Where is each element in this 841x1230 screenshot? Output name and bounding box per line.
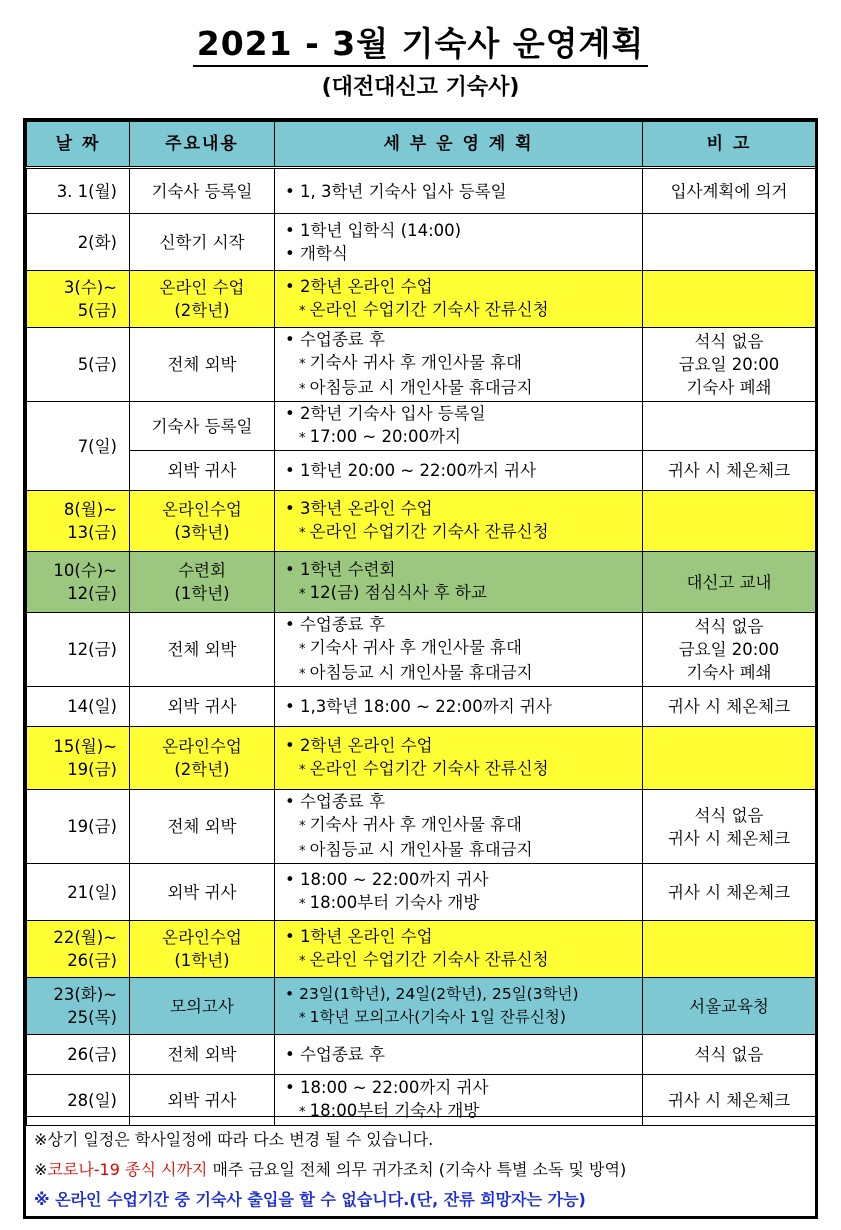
main-line: 전체 외박 <box>167 817 237 836</box>
date-line: 25(목) <box>67 1008 117 1027</box>
row-date <box>27 727 130 790</box>
row-main <box>130 328 275 402</box>
row-detail <box>275 328 643 402</box>
page-subtitle: (대전대신고 기숙사) <box>321 75 520 100</box>
row-detail <box>275 921 643 978</box>
schedule-table <box>26 121 816 1126</box>
table-row <box>27 687 816 727</box>
row-date <box>27 271 130 328</box>
date-line: 15(월)~ <box>53 737 117 756</box>
note-line: 금요일 20:00 <box>678 355 780 374</box>
row-detail <box>275 978 643 1035</box>
table-row <box>27 1035 816 1075</box>
date-line: 12(금) <box>67 640 117 659</box>
row-date <box>27 790 130 864</box>
detail-line: • 수업종료 후 <box>285 1043 642 1066</box>
detail-line: • 2학년 온라인 수업 <box>285 275 642 298</box>
row-main <box>130 451 275 491</box>
row-main <box>130 271 275 328</box>
main-line: (3학년) <box>174 523 230 542</box>
row-date <box>27 402 130 491</box>
row-date <box>27 491 130 552</box>
main-line: 모의고사 <box>170 996 234 1016</box>
date-line: 19(금) <box>67 760 117 779</box>
row-note <box>643 727 816 790</box>
row-note <box>643 978 816 1035</box>
main-line: 온라인수업 <box>162 500 242 519</box>
table-row <box>27 402 816 451</box>
detail-line: • 수업종료 후 <box>285 328 642 351</box>
row-detail <box>275 168 643 214</box>
row-main <box>130 613 275 687</box>
row-main <box>130 168 275 214</box>
main-line: 전체 외박 <box>167 640 237 659</box>
row-note <box>643 168 816 214</box>
row-date <box>27 864 130 921</box>
row-date <box>27 978 130 1035</box>
date-line: 13(금) <box>67 523 117 542</box>
date-line: 8(월)~ <box>63 500 117 519</box>
main-line: (1학년) <box>174 584 230 603</box>
row-main <box>130 1035 275 1075</box>
table-row <box>27 271 816 328</box>
row-date <box>27 921 130 978</box>
row-detail <box>275 491 643 552</box>
row-detail <box>275 727 643 790</box>
note-line: 석식 없음 <box>694 805 764 825</box>
row-date <box>27 687 130 727</box>
footer-note-3: ※ 온라인 수업기간 중 기숙사 출입을 할 수 없습니다.(단, 잔류 희망자는 가능) <box>34 1190 586 1209</box>
detail-line: • 수업종료 후 <box>285 790 642 813</box>
main-line: 외박 귀사 <box>167 882 237 902</box>
row-detail <box>275 214 643 271</box>
main-line: 전체 외박 <box>167 355 237 374</box>
row-note <box>643 790 816 864</box>
header-date: 날 짜 <box>27 122 130 168</box>
date-line: 2(화) <box>77 232 117 252</box>
date-line: 12(금) <box>67 584 117 603</box>
note-line: 귀사 시 체온체크 <box>667 828 791 848</box>
detail-line: • 18:00 ~ 22:00까지 귀사 <box>285 1076 642 1099</box>
row-note <box>643 451 816 491</box>
table-row <box>27 790 816 864</box>
row-main <box>130 921 275 978</box>
detail-line: • 3학년 온라인 수업 <box>285 497 642 520</box>
main-line: 외박 귀사 <box>167 461 237 480</box>
date-line: 3(수)~ <box>63 278 117 297</box>
footer-notes <box>26 1116 815 1216</box>
date-line: 14(일) <box>67 697 117 716</box>
detail-line: • 23일(1학년), 24일(2학년), 25일(3학년) <box>285 983 642 1006</box>
main-line: (1학년) <box>174 951 230 970</box>
note-line: 석식 없음 <box>694 1045 764 1064</box>
footer-note-2-text: 매주 금요일 전체 의무 귀가조치 (기숙사 특별 소독 및 방역) <box>207 1160 627 1179</box>
row-main <box>130 214 275 271</box>
header-note: 비 고 <box>643 122 816 168</box>
date-line: 7(일) <box>77 436 117 456</box>
row-note <box>643 402 816 451</box>
row-date <box>27 1035 130 1075</box>
main-line: 신학기 시작 <box>159 232 245 252</box>
note-line: 기숙사 폐쇄 <box>686 663 772 682</box>
row-main <box>130 402 275 451</box>
note-line: 입사계획에 의거 <box>670 181 788 201</box>
main-line: 수련회 <box>178 561 226 580</box>
table-row <box>27 214 816 271</box>
note-line: 대신고 교내 <box>686 572 772 592</box>
header-main: 주요내용 <box>130 122 275 168</box>
main-line: 기숙사 등록일 <box>151 416 253 436</box>
note-line: 석식 없음 <box>694 617 764 636</box>
date-line: 26(금) <box>67 951 117 970</box>
footer-highlight: 코로나-19 종식 시까지 <box>47 1160 208 1179</box>
row-note <box>643 613 816 687</box>
main-line: 기숙사 등록일 <box>151 181 253 201</box>
detail-line: * 17:00 ~ 20:00까지 <box>285 425 642 450</box>
detail-line: * 1학년 모의고사(기숙사 1일 잔류신청) <box>285 1006 642 1030</box>
main-line: 온라인수업 <box>162 928 242 947</box>
table-row <box>27 727 816 790</box>
header-detail: 세 부 운 영 계 획 <box>275 122 643 168</box>
footer-note-1: ※상기 일정은 학사일정에 따라 다소 변경 될 수 있습니다. <box>34 1130 434 1149</box>
row-note <box>643 491 816 552</box>
table-row <box>27 491 816 552</box>
row-detail <box>275 687 643 727</box>
detail-line: * 기숙사 귀사 후 개인사물 휴대 <box>285 813 642 838</box>
row-note <box>643 271 816 328</box>
date-line: 5(금) <box>77 355 117 374</box>
row-date <box>27 168 130 214</box>
header-row <box>27 122 816 168</box>
main-line: 전체 외박 <box>167 1045 237 1064</box>
note-line: 금요일 20:00 <box>678 640 780 659</box>
row-main <box>130 727 275 790</box>
detail-line: * 온라인 수업기간 기숙사 잔류신청 <box>285 298 642 323</box>
detail-line: • 수업종료 후 <box>285 613 642 636</box>
row-detail <box>275 451 643 491</box>
date-line: 10(수)~ <box>53 561 117 580</box>
table-row <box>27 613 816 687</box>
date-line: 5(금) <box>77 301 117 320</box>
detail-line: * 18:00부터 기숙사 개방 <box>285 1099 642 1124</box>
note-line: 귀사 시 체온체크 <box>667 461 791 480</box>
footer-note-2 <box>34 1157 626 1180</box>
main-line: 온라인수업 <box>162 737 242 756</box>
detail-line: * 18:00부터 기숙사 개방 <box>285 891 642 916</box>
table-row <box>27 552 816 613</box>
detail-line: * 기숙사 귀사 후 개인사물 휴대 <box>285 351 642 376</box>
row-main <box>130 790 275 864</box>
detail-line: * 12(금) 점심식사 후 하교 <box>285 581 642 606</box>
row-main <box>130 864 275 921</box>
date-line: 21(일) <box>67 882 117 902</box>
page-title: 2021 - 3월 기숙사 운영계획 <box>0 18 841 65</box>
row-detail <box>275 402 643 451</box>
date-line: 23(화)~ <box>53 985 117 1004</box>
row-date <box>27 552 130 613</box>
row-detail <box>275 552 643 613</box>
table-row <box>27 921 816 978</box>
row-date <box>27 613 130 687</box>
row-note <box>643 552 816 613</box>
detail-line: • 1학년 입학식 (14:00) <box>285 219 642 242</box>
detail-line: * 아침등교 시 개인사물 휴대금지 <box>285 376 642 401</box>
row-note <box>643 328 816 402</box>
detail-line: * 아침등교 시 개인사물 휴대금지 <box>285 661 642 686</box>
note-line: 귀사 시 체온체크 <box>667 882 791 902</box>
row-detail <box>275 271 643 328</box>
date-line: 28(일) <box>67 1090 117 1110</box>
row-detail <box>275 613 643 687</box>
note-line: 귀사 시 체온체크 <box>667 1090 791 1110</box>
row-note <box>643 1035 816 1075</box>
footer-mark: ※ <box>34 1160 48 1179</box>
table-row <box>27 451 816 491</box>
note-line: 석식 없음 <box>694 332 764 351</box>
date-line: 3. 1(월) <box>56 181 117 201</box>
detail-line: * 기숙사 귀사 후 개인사물 휴대 <box>285 636 642 661</box>
main-line: (2학년) <box>174 301 230 320</box>
note-line: 서울교육청 <box>689 996 769 1016</box>
detail-line: • 18:00 ~ 22:00까지 귀사 <box>285 868 642 891</box>
table-row <box>27 864 816 921</box>
note-line: 기숙사 폐쇄 <box>686 378 772 397</box>
detail-line: • 1,3학년 18:00 ~ 22:00까지 귀사 <box>285 695 642 718</box>
detail-line: • 2학년 온라인 수업 <box>285 734 642 757</box>
detail-line: • 1학년 온라인 수업 <box>285 925 642 948</box>
row-detail <box>275 864 643 921</box>
table-row <box>27 328 816 402</box>
main-line: (2학년) <box>174 760 230 779</box>
table-row <box>27 978 816 1035</box>
row-detail <box>275 1035 643 1075</box>
detail-line: • 2학년 기숙사 입사 등록일 <box>285 402 642 425</box>
main-line: 외박 귀사 <box>167 697 237 716</box>
date-line: 19(금) <box>67 817 117 836</box>
detail-line: • 1학년 수련회 <box>285 558 642 581</box>
detail-line: * 온라인 수업기간 기숙사 잔류신청 <box>285 757 642 782</box>
detail-line: * 온라인 수업기간 기숙사 잔류신청 <box>285 948 642 973</box>
main-line: 외박 귀사 <box>167 1090 237 1110</box>
date-line: 22(월)~ <box>53 928 117 947</box>
row-date <box>27 214 130 271</box>
table-row <box>27 168 816 214</box>
row-note <box>643 921 816 978</box>
date-line: 26(금) <box>67 1045 117 1064</box>
row-main <box>130 687 275 727</box>
detail-line: * 아침등교 시 개인사물 휴대금지 <box>285 838 642 863</box>
row-date <box>27 328 130 402</box>
detail-line: • 1, 3학년 기숙사 입사 등록일 <box>285 180 642 203</box>
row-note <box>643 687 816 727</box>
row-note <box>643 214 816 271</box>
row-main <box>130 552 275 613</box>
note-line: 귀사 시 체온체크 <box>667 697 791 716</box>
detail-line: • 1학년 20:00 ~ 22:00까지 귀사 <box>285 459 642 482</box>
row-main <box>130 978 275 1035</box>
detail-line: * 온라인 수업기간 기숙사 잔류신청 <box>285 520 642 545</box>
row-detail <box>275 790 643 864</box>
main-line: 온라인 수업 <box>159 278 245 297</box>
row-main <box>130 491 275 552</box>
row-note <box>643 864 816 921</box>
detail-line: • 개학식 <box>285 242 642 265</box>
